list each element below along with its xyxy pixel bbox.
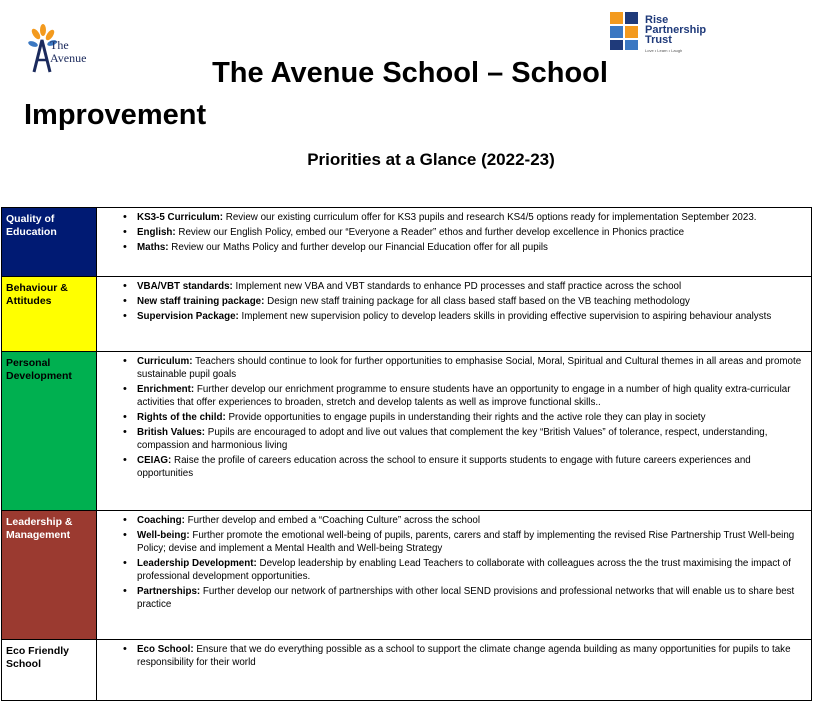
priority-item-heading: Leadership Development: — [137, 558, 257, 569]
priority-item-text: Further develop our enrichment programme to ensure students have an opportunity to engage in a number of high quality extra-curricular activities that offer experiences to broaden, stretch and develop talents as well as improve functional skills.. — [137, 384, 791, 408]
priority-content — [97, 640, 812, 701]
priority-item-heading: Eco School: — [137, 644, 194, 655]
priority-item-heading: Rights of the child: — [137, 412, 226, 423]
priority-item-text: Teachers should continue to look for further opportunities to emphasise Social, Moral, Spiritual and Cultural themes in all areas and promote sustainable pupil goals — [137, 356, 802, 380]
priority-item-text: Ensure that we do everything possible as a school to support the climate change agenda building as many opportunities for pupils to take responsibility for their world — [137, 644, 791, 668]
priority-item-heading: English: — [137, 227, 176, 238]
priority-item — [137, 557, 805, 583]
logo-right-text-partnership: Partnership — [645, 24, 707, 36]
logo-right-tagline: Love • Learn • Laugh — [645, 48, 683, 53]
logo-left-text-the: The — [50, 38, 69, 52]
priority-item-heading: Supervision Package: — [137, 311, 239, 322]
priority-list — [97, 280, 805, 323]
priority-content — [97, 511, 812, 640]
priority-item-heading: New staff training package: — [137, 296, 265, 307]
priority-item-text: Pupils are encouraged to adopt and live out values that complement the key “British Values” of tolerance, respect, understanding, compassion and harmonious living — [137, 427, 768, 451]
priority-item — [137, 226, 805, 239]
priority-item — [137, 241, 805, 254]
priority-item-text: Implement new supervision policy to develop leaders skills in providing effective supervision to aspiring behaviour analysts — [238, 311, 772, 322]
priority-item — [137, 280, 805, 293]
priority-item — [137, 310, 805, 323]
priority-list — [97, 643, 805, 669]
logo-right-text-trust: Trust — [645, 34, 672, 46]
priority-item-text: Further promote the emotional well-being of pupils, parents, carers and staff by implementing the revised Rise Partnership Trust Well-being Policy; devise and implement a Mental Health and Well-being Strategy — [137, 530, 795, 554]
priority-list — [97, 211, 805, 254]
priority-item-heading: Enrichment: — [137, 384, 195, 395]
priority-row — [2, 277, 812, 352]
priority-item-heading: British Values: — [137, 427, 206, 438]
priority-row — [2, 640, 812, 701]
priority-area-label: Personal Development — [2, 352, 97, 511]
priority-item — [137, 514, 805, 527]
priorities-table — [1, 207, 812, 701]
priority-item-text: Provide opportunities to engage pupils in understanding their rights and the active role they can play in society — [225, 412, 706, 423]
priority-item — [137, 643, 805, 669]
priority-content — [97, 208, 812, 277]
priority-item — [137, 454, 805, 480]
priority-item-text: Review our Maths Policy and further develop our Financial Education offer for all pupils — [168, 242, 548, 253]
logo-right-text-rise: Rise — [645, 14, 669, 26]
priority-item — [137, 295, 805, 308]
priority-item-heading: CEIAG: — [137, 455, 172, 466]
priority-item-heading: Partnerships: — [137, 586, 201, 597]
priority-content — [97, 352, 812, 511]
priority-item — [137, 383, 805, 409]
priority-item-text: Develop leadership by enabling Lead Teachers to collaborate with colleagues across the the trust maximising the impact of professional development opportunities. — [137, 558, 791, 582]
priority-area-label: Quality of Education — [2, 208, 97, 277]
priority-list — [97, 514, 805, 611]
priority-item-heading: VBA/VBT standards: — [137, 281, 233, 292]
logo-left-text-avenue: Avenue — [50, 51, 87, 65]
priority-area-label: Eco Friendly School — [2, 640, 97, 701]
priority-area-label: Leadership & Management — [2, 511, 97, 640]
priority-area-label: Behaviour & Attitudes — [2, 277, 97, 352]
priority-item-text: Review our English Policy, embed our “Everyone a Reader” ethos and further develop excellence in Phonics practice — [175, 227, 685, 238]
page-title: The Avenue School – School — [212, 57, 608, 89]
priority-row — [2, 511, 812, 640]
priority-item-text: Further develop and embed a “Coaching Culture” across the school — [184, 515, 481, 526]
priority-item-text: Further develop our network of partnerships with other local SEND provisions and professional networks that will enable us to share best practice — [137, 586, 795, 610]
priority-item — [137, 355, 805, 381]
rise-logo-icon — [608, 10, 642, 52]
priority-content — [97, 277, 812, 352]
page-subtitle: Priorities at a Glance (2022-23) — [307, 150, 555, 169]
priority-item-heading: Coaching: — [137, 515, 185, 526]
priority-item-heading: Maths: — [137, 242, 169, 253]
priority-item — [137, 585, 805, 611]
priority-item-heading: Well-being: — [137, 530, 190, 541]
priority-item — [137, 529, 805, 555]
priority-item — [137, 211, 805, 224]
priority-item — [137, 411, 805, 424]
priority-row — [2, 352, 812, 511]
priority-item-text: Design new staff training package for all class based staff based on the VB teaching methodology — [264, 296, 690, 307]
rise-partnership-logo — [608, 10, 728, 58]
priority-item-heading: KS3-5 Curriculum: — [137, 212, 224, 223]
page-title-line-2: Improvement — [24, 99, 207, 131]
priority-item-text: Review our existing curriculum offer for KS3 pupils and research KS4/5 options ready for implementation September 2023. — [223, 212, 757, 223]
priority-row — [2, 208, 812, 277]
priority-item — [137, 426, 805, 452]
priority-item-heading: Curriculum: — [137, 356, 193, 367]
priority-item-text: Implement new VBA and VBT standards to enhance PD processes and staff practice across the school — [232, 281, 682, 292]
priority-list — [97, 355, 805, 480]
priority-item-text: Raise the profile of careers education across the school to ensure it supports students to engage with future careers experiences and opportunities — [137, 455, 751, 479]
